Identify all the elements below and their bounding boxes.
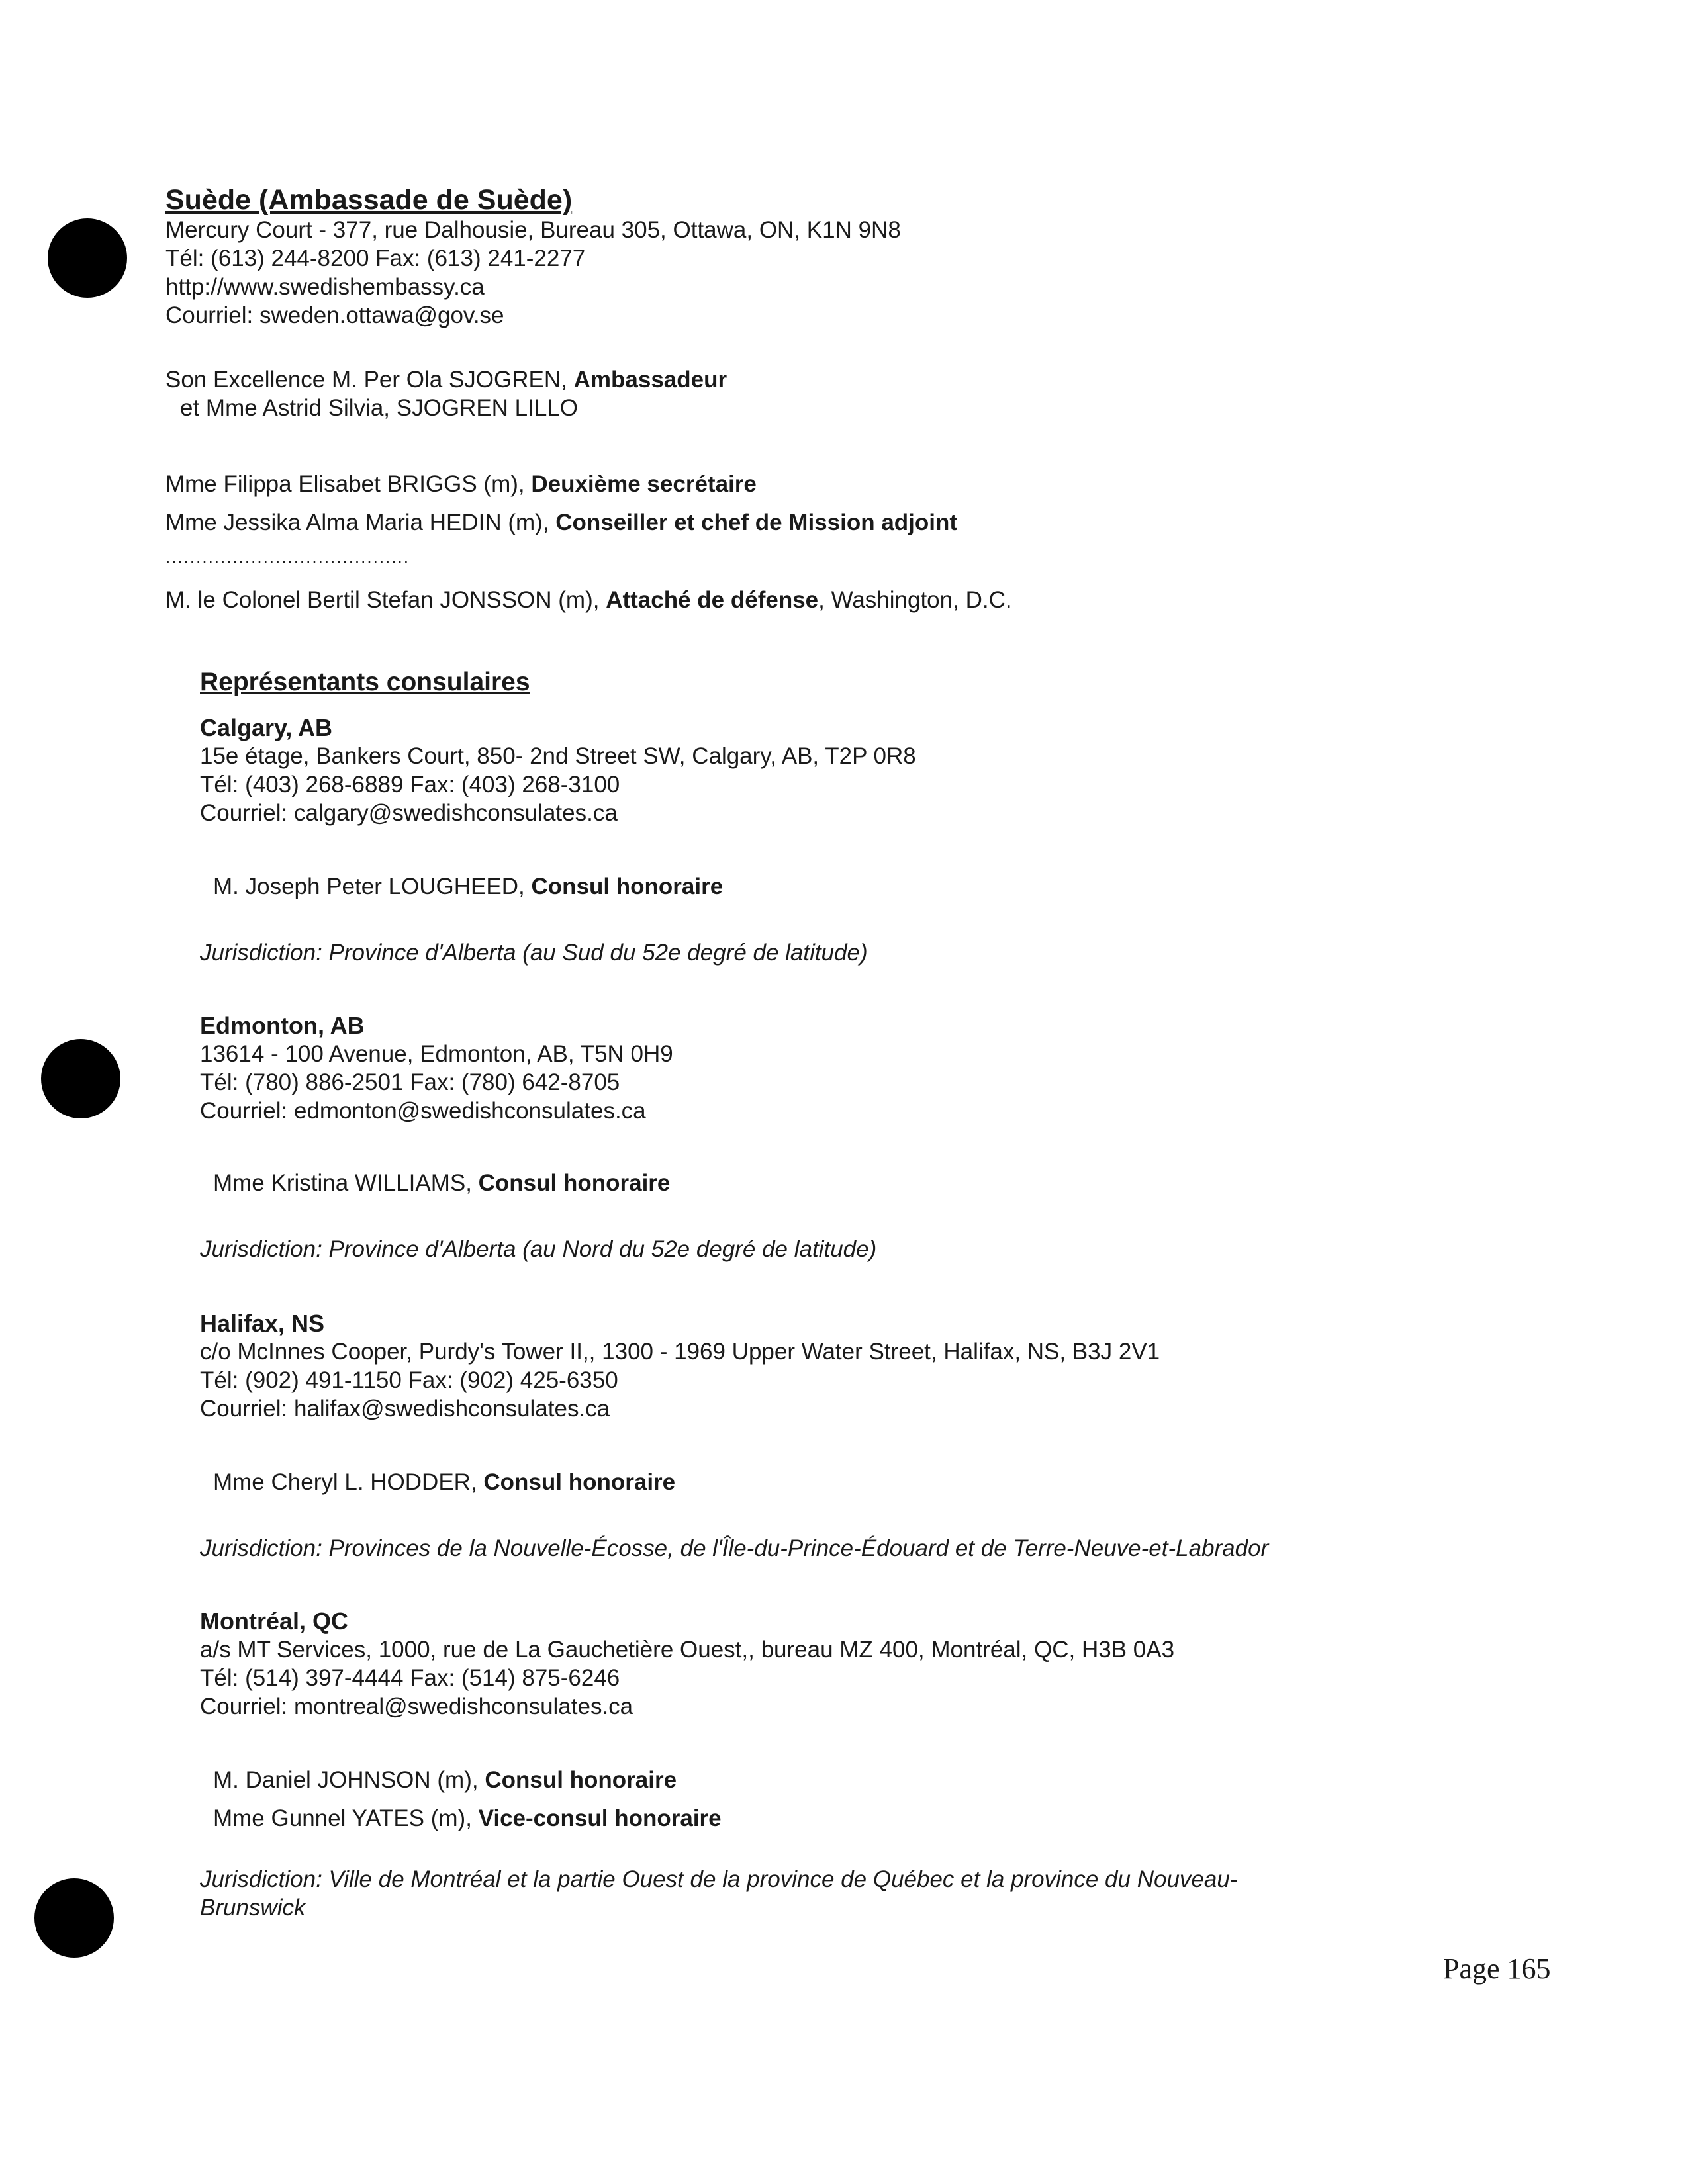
jurisdiction-text: Jurisdiction: Province d'Alberta (au Sud du 52e degré de latitude) bbox=[200, 940, 868, 966]
jurisdiction-line: Jurisdiction: Ville de Montréal et la partie Ouest de la province de Québec et la province du Nouveau- bbox=[200, 1866, 1238, 1892]
defense-attache-entry bbox=[165, 586, 1012, 614]
consulate-email: Courriel: montreal@swedishconsulates.ca bbox=[200, 1694, 633, 1719]
consulate-address: c/o McInnes Cooper, Purdy's Tower II,, 1300 - 1969 Upper Water Street, Halifax, NS, B3J 2V1 bbox=[200, 1339, 1160, 1365]
staff-name: Mme Jessika Alma Maria HEDIN (m), bbox=[165, 510, 556, 535]
consulate-city: Edmonton, AB bbox=[200, 1012, 365, 1039]
consulate-phone-fax: Tél: (902) 491-1150 Fax: (902) 425-6350 bbox=[200, 1367, 618, 1393]
consul-title: Consul honoraire bbox=[485, 1767, 677, 1793]
ambassador-name: Son Excellence M. Per Ola SJOGREN, bbox=[165, 367, 574, 392]
consulate-address: a/s MT Services, 1000, rue de La Gauchetière Ouest,, bureau MZ 400, Montréal, QC, H3B 0A3 bbox=[200, 1637, 1175, 1662]
consulate-email: Courriel: calgary@swedishconsulates.ca bbox=[200, 800, 618, 826]
consul-entry bbox=[213, 1169, 670, 1197]
consulate-city: Calgary, AB bbox=[200, 714, 333, 741]
defense-title: Attaché de défense bbox=[606, 587, 819, 613]
jurisdiction-text bbox=[200, 1865, 1237, 1922]
consular-heading: Représentants consulaires bbox=[200, 668, 530, 696]
embassy-address: Mercury Court - 377, rue Dalhousie, Bureau 305, Ottawa, ON, K1N 9N8 bbox=[165, 217, 901, 243]
consul-entry bbox=[213, 872, 723, 901]
consulate-halifax bbox=[200, 1309, 1160, 1423]
ambassador-entry bbox=[165, 365, 727, 422]
consul-title: Vice-consul honoraire bbox=[478, 1805, 722, 1831]
consul-name: M. Daniel JOHNSON (m), bbox=[213, 1767, 485, 1793]
consul-title: Consul honoraire bbox=[483, 1469, 676, 1495]
consular-heading-block bbox=[200, 667, 530, 698]
separator-dots: ........................................ bbox=[165, 547, 410, 567]
staff-name: Mme Filippa Elisabet BRIGGS (m), bbox=[165, 471, 532, 497]
ambassador-title: Ambassadeur bbox=[573, 367, 727, 392]
consul-name: Mme Gunnel YATES (m), bbox=[213, 1805, 479, 1831]
consulate-city: Montréal, QC bbox=[200, 1608, 349, 1635]
embassy-phone-fax: Tél: (613) 244-8200 Fax: (613) 241-2277 bbox=[165, 246, 586, 271]
consul-name: Mme Kristina WILLIAMS, bbox=[213, 1170, 479, 1196]
jurisdiction-text: Jurisdiction: Provinces de la Nouvelle-Écosse, de l'Île-du-Prince-Édouard et de Terre-Neuve-et-Labrador bbox=[200, 1535, 1269, 1561]
consul-title: Consul honoraire bbox=[478, 1170, 671, 1196]
consul-entry bbox=[213, 1766, 677, 1794]
consulate-address: 13614 - 100 Avenue, Edmonton, AB, T5N 0H9 bbox=[200, 1041, 673, 1067]
staff-entry bbox=[165, 470, 757, 498]
consul-entry bbox=[213, 1804, 722, 1833]
consul-title: Consul honoraire bbox=[531, 874, 724, 899]
jurisdiction-text: Jurisdiction: Province d'Alberta (au Nord du 52e degré de latitude) bbox=[200, 1236, 877, 1262]
consulate-phone-fax: Tél: (403) 268-6889 Fax: (403) 268-3100 bbox=[200, 772, 620, 797]
defense-name: M. le Colonel Bertil Stefan JONSSON (m), bbox=[165, 587, 606, 613]
consulate-email: Courriel: edmonton@swedishconsulates.ca bbox=[200, 1098, 646, 1124]
page-number: Page 165 bbox=[1443, 1952, 1551, 1985]
embassy-website: http://www.swedishembassy.ca bbox=[165, 274, 485, 300]
punch-hole bbox=[41, 1039, 120, 1118]
consul-name: Mme Cheryl L. HODDER, bbox=[213, 1469, 484, 1495]
consul-entry bbox=[213, 1468, 675, 1496]
punch-hole bbox=[34, 1878, 114, 1958]
consulate-edmonton bbox=[200, 1011, 673, 1125]
embassy-heading: Suède (Ambassade de Suède) bbox=[165, 184, 573, 216]
staff-title: Conseiller et chef de Mission adjoint bbox=[555, 510, 958, 535]
defense-location: , Washington, D.C. bbox=[818, 587, 1012, 613]
consulate-email: Courriel: halifax@swedishconsulates.ca bbox=[200, 1396, 610, 1422]
embassy-email: Courriel: sweden.ottawa@gov.se bbox=[165, 302, 504, 328]
ambassador-spouse: et Mme Astrid Silvia, SJOGREN LILLO bbox=[180, 395, 579, 421]
punch-hole bbox=[48, 218, 127, 298]
staff-entry bbox=[165, 508, 957, 537]
consulate-city: Halifax, NS bbox=[200, 1310, 325, 1337]
staff-title: Deuxième secrétaire bbox=[531, 471, 757, 497]
consulate-address: 15e étage, Bankers Court, 850- 2nd Street SW, Calgary, AB, T2P 0R8 bbox=[200, 743, 916, 769]
consulate-calgary bbox=[200, 713, 916, 827]
jurisdiction-line: Brunswick bbox=[200, 1895, 306, 1921]
consulate-montreal bbox=[200, 1607, 1174, 1721]
consulate-phone-fax: Tél: (514) 397-4444 Fax: (514) 875-6246 bbox=[200, 1665, 620, 1691]
consul-name: M. Joseph Peter LOUGHEED, bbox=[213, 874, 532, 899]
embassy-contact-block bbox=[165, 184, 901, 330]
consulate-phone-fax: Tél: (780) 886-2501 Fax: (780) 642-8705 bbox=[200, 1069, 620, 1095]
